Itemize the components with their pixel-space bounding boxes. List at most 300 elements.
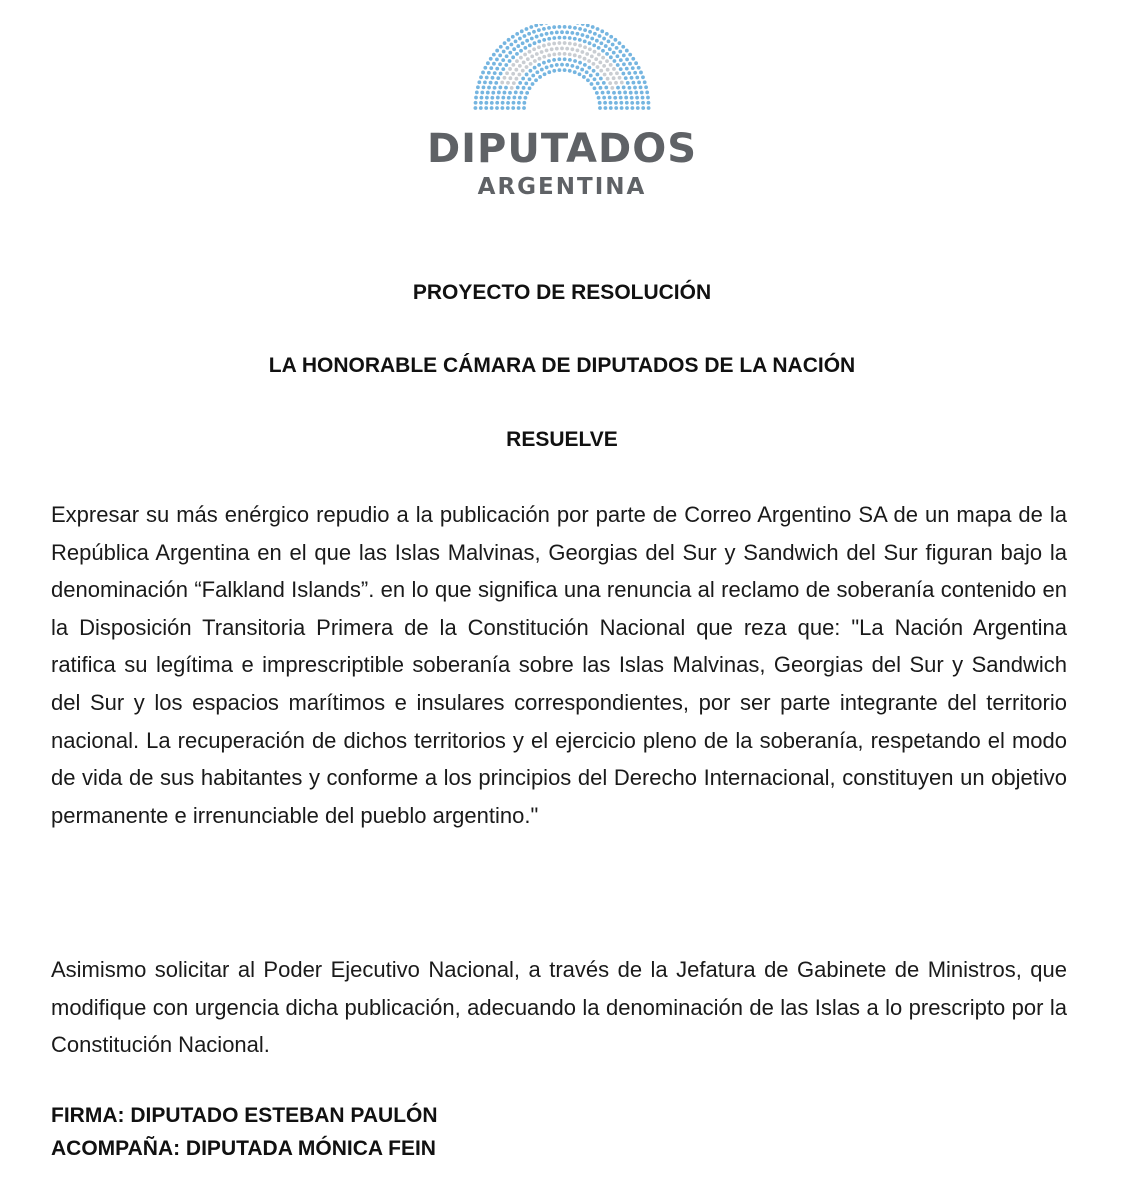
seat-dot (545, 49, 549, 53)
seat-dot (598, 60, 602, 64)
seat-dot (530, 37, 534, 41)
seat-dot (492, 62, 496, 66)
seat-dot (599, 77, 603, 81)
seat-dot (544, 24, 548, 25)
seat-dot (612, 91, 616, 95)
seat-dot (563, 41, 567, 45)
seat-dot (522, 101, 526, 105)
seat-dot (528, 43, 532, 47)
seat-dot (518, 64, 522, 68)
seat-dot (525, 91, 529, 95)
seat-dot (481, 71, 485, 75)
seat-dot (641, 106, 645, 110)
seat-dot (511, 35, 515, 39)
seat-dot (476, 85, 480, 89)
seat-dot (483, 66, 487, 70)
seat-dot (631, 106, 635, 110)
seat-dot (525, 39, 529, 43)
seat-dot (535, 35, 539, 39)
seat-dot (515, 77, 519, 81)
seat-dot (630, 101, 634, 105)
seat-dot (580, 68, 584, 72)
seat-dot (586, 24, 590, 27)
seat-dot (493, 71, 497, 75)
seat-dot (639, 86, 643, 90)
seat-dot (582, 75, 586, 79)
seat-dot (614, 81, 618, 85)
seat-dot (626, 81, 630, 85)
seat-dot (538, 75, 542, 79)
seat-dot (573, 53, 577, 57)
seat-dot (515, 59, 519, 63)
seat-dot (604, 106, 608, 110)
seat-dot (595, 39, 599, 43)
seat-dot (493, 86, 497, 90)
seat-dot (514, 68, 518, 72)
seat-dot (512, 47, 516, 51)
seat-dot (565, 30, 569, 34)
seat-dot (550, 47, 554, 51)
seat-dot (525, 27, 529, 31)
seat-dot (522, 86, 526, 90)
seat-dot (618, 50, 622, 54)
seat-dot (568, 42, 572, 46)
seat-dot (646, 96, 650, 100)
seat-dot (525, 65, 529, 69)
seat-dot (485, 96, 489, 100)
seat-dot (528, 50, 532, 54)
seat-dot (495, 58, 499, 62)
seat-dot (532, 30, 536, 34)
seat-dot (623, 91, 627, 95)
seat-dot (487, 86, 491, 90)
seat-dot (547, 37, 551, 41)
seat-dot (599, 86, 603, 90)
seat-dot (627, 71, 631, 75)
seat-dot (506, 106, 510, 110)
seat-dot (523, 34, 527, 38)
seat-dot (558, 52, 562, 56)
seat-dot (552, 52, 556, 56)
seat-dot (537, 63, 541, 67)
seat-dot (517, 101, 521, 105)
seat-dot (580, 50, 584, 54)
seat-dot (605, 32, 609, 36)
seat-dot (520, 29, 524, 33)
seat-dot (645, 90, 649, 94)
seat-dot (588, 41, 592, 45)
seat-dot (583, 45, 587, 49)
seat-dot (499, 45, 503, 49)
seat-dot (590, 82, 594, 86)
seat-dot (497, 91, 501, 95)
seat-dot (508, 91, 512, 95)
seat-dot (600, 29, 604, 33)
seat-dot (526, 57, 530, 61)
seat-dot (608, 96, 612, 100)
seat-dot (619, 58, 623, 62)
seat-dot (607, 40, 611, 44)
seat-dot (618, 41, 622, 45)
seat-dot (570, 47, 574, 51)
seat-dot (518, 37, 522, 41)
seat-dot (496, 96, 500, 100)
seat-dot (598, 106, 602, 110)
seat-dot (589, 74, 593, 78)
seat-dot (594, 57, 598, 61)
seat-dot (521, 41, 525, 45)
seat-dot (504, 63, 508, 67)
seat-dot (514, 91, 518, 95)
seat-dot (552, 42, 556, 46)
seat-dot (474, 106, 478, 110)
seat-dot (535, 70, 539, 74)
hemicycle-icon (462, 24, 662, 110)
seat-dot (568, 36, 572, 40)
seat-dot (625, 58, 629, 62)
seat-dot (602, 96, 606, 100)
seat-dot (578, 38, 582, 42)
seat-dot (511, 63, 515, 67)
seat-dot (606, 77, 610, 81)
seat-dot (512, 96, 516, 100)
seat-dot (512, 81, 516, 85)
seat-dot (491, 76, 495, 80)
seat-dot (609, 106, 613, 110)
seat-dot (622, 62, 626, 66)
seat-dot (484, 101, 488, 105)
seat-dot (547, 26, 551, 30)
seat-dot (578, 27, 582, 31)
seat-dot (631, 57, 635, 61)
seat-dot (614, 106, 618, 110)
seat-dot (585, 52, 589, 56)
seat-dot (475, 90, 479, 94)
seat-dot (487, 71, 491, 75)
seat-dot (590, 37, 594, 41)
seat-dot (534, 24, 538, 27)
seat-dot (592, 43, 596, 47)
chamber-heading: LA HONORABLE CÁMARA DE DIPUTADOS DE LA NACIÓN (268, 354, 856, 377)
seat-dot (507, 38, 511, 42)
resolution-paragraph-1: Expresar su más enérgico repudio a la publicación por parte de Correo Argentino SA de un mapa de la República Argentina en el que las Islas Malvinas, Georgias del Sur y Sandwich del Sur figuran bajo la denominación “Falkland Islands”. en lo que significa una renuncia al reclamo de soberanía contenido en la Disposición Transitoria Primera de la Constitución Nacional que reza que: "La Nación Argentina ratifica su legítima e imprescriptible soberanía sobre las Islas Malvinas, Georgias del Sur y Sandwich del Sur y los espacios marítimos e insulares correspondientes, por ser parte integrante del territorio nacional. La recuperación de dichos territorios y el ejercicio pleno de la soberanía, respetando el modo de vida de sus habitantes y conforme a los principios del Derecho Internacional, constituyen un objetivo permanente e irrenunciable del pueblo argentino." (51, 502, 1067, 828)
seat-dot (563, 52, 567, 56)
seat-dot (624, 96, 628, 100)
seat-dot (576, 32, 580, 36)
seat-dot (605, 52, 609, 56)
seat-dot (595, 91, 599, 95)
seat-dot (630, 76, 634, 80)
seat-dot (568, 25, 572, 29)
seat-dot (518, 73, 522, 77)
seat-dot (550, 64, 554, 68)
seat-dot (507, 96, 511, 100)
seat-dot (578, 55, 582, 59)
seat-dot (560, 30, 564, 34)
seat-dot (606, 68, 610, 72)
seat-dot (518, 81, 522, 85)
seat-dot (552, 58, 556, 62)
seat-dot (593, 32, 597, 36)
seat-dot (523, 53, 527, 57)
seat-dot (597, 46, 601, 50)
seat-dot (581, 24, 585, 26)
seat-dot (517, 106, 521, 110)
seat-dot (601, 49, 605, 53)
seat-dot (563, 57, 567, 61)
seat-dot (486, 91, 490, 95)
seat-dot (474, 101, 478, 105)
seat-dot (547, 70, 551, 74)
seat-dot (628, 62, 632, 66)
seat-dot (529, 25, 533, 29)
seat-dot (604, 86, 608, 90)
seat-dot (619, 96, 623, 100)
seat-dot (641, 101, 645, 105)
seat-dot (593, 86, 597, 90)
seat-dot (618, 76, 622, 80)
seat-dot (540, 33, 544, 37)
seat-dot (596, 27, 600, 31)
seat-dot (505, 71, 509, 75)
seat-dot (635, 76, 639, 80)
seat-dot (521, 77, 525, 81)
seat-dot (528, 86, 532, 90)
seat-dot (614, 101, 618, 105)
seat-dot (568, 58, 572, 62)
seat-dot (608, 81, 612, 85)
seat-dot (540, 68, 544, 72)
seat-dot (512, 101, 516, 105)
seat-dot (560, 63, 564, 67)
seat-dot (543, 72, 547, 76)
seat-dot (637, 81, 641, 85)
seat-dot (508, 76, 512, 80)
seat-dot (563, 36, 567, 40)
seat-dot (599, 41, 603, 45)
seat-dot (528, 77, 532, 81)
seat-dot (587, 66, 591, 70)
seat-dot (510, 86, 514, 90)
seat-dot (616, 54, 620, 58)
signature-line: FIRMA: DIPUTADO ESTEBAN PAULÓN (51, 1104, 438, 1127)
seat-dot (479, 75, 483, 79)
seat-dot (525, 73, 529, 77)
seat-dot (555, 47, 559, 51)
seat-dot (524, 96, 528, 100)
seat-dot (601, 91, 605, 95)
seat-dot (502, 50, 506, 54)
seat-dot (533, 66, 537, 70)
seat-dot (552, 25, 556, 29)
seat-dot (508, 59, 512, 63)
seat-dot (644, 85, 648, 89)
seat-dot (602, 81, 606, 85)
seat-dot (568, 69, 572, 73)
seat-dot (511, 72, 515, 76)
seat-dot (636, 106, 640, 110)
seat-dot (637, 66, 641, 70)
seat-dot (530, 54, 534, 58)
seat-dot (491, 91, 495, 95)
seat-dot (519, 49, 523, 53)
seat-dot (523, 46, 527, 50)
seat-dot (581, 33, 585, 37)
seat-dot (631, 66, 635, 70)
seat-dot (489, 81, 493, 85)
seat-dot (597, 96, 601, 100)
seat-dot (504, 86, 508, 90)
seat-dot (647, 106, 651, 110)
seat-dot (522, 60, 526, 64)
seat-dot (521, 69, 525, 73)
seat-dot (565, 63, 569, 67)
seat-dot (578, 72, 582, 76)
seat-dot (615, 46, 619, 50)
seat-dot (610, 86, 614, 90)
seat-dot (616, 63, 620, 67)
seat-dot (503, 91, 507, 95)
seat-dot (477, 80, 481, 84)
seat-dot (585, 70, 589, 74)
logo-name: DIPUTADOS (426, 126, 698, 172)
seat-dot (492, 53, 496, 57)
seat-dot (628, 86, 632, 90)
seat-dot (643, 80, 647, 84)
seat-dot (641, 75, 645, 79)
seat-dot (545, 66, 549, 70)
seat-dot (612, 51, 616, 55)
seat-dot (606, 91, 610, 95)
seat-dot (524, 81, 528, 85)
seat-dot (563, 25, 567, 29)
seat-dot (603, 73, 607, 77)
seat-dot (516, 44, 520, 48)
seat-dot (596, 81, 600, 85)
seat-dot (625, 101, 629, 105)
seat-dot (540, 50, 544, 54)
seat-dot (622, 86, 626, 90)
document-title: PROYECTO DE RESOLUCIÓN (412, 281, 712, 304)
resolution-paragraph-2: Asimismo solicitar al Poder Ejecutivo Nacional, a través de la Jefatura de Gabinete de Ministros, que modifique con urgencia dicha publicación, adecuando la denominación de las Islas a lo prescripto por la Constitución Nacional. (51, 957, 1067, 1058)
seat-dot (558, 36, 562, 40)
seat-dot (480, 91, 484, 95)
seat-dot (547, 59, 551, 63)
seat-dot (490, 106, 494, 110)
seat-dot (611, 43, 615, 47)
seat-dot (578, 44, 582, 48)
seat-dot (563, 68, 567, 72)
seat-dot (501, 106, 505, 110)
seat-dot (542, 61, 546, 65)
seat-dot (590, 54, 594, 58)
seat-dot (636, 101, 640, 105)
seat-dot (587, 59, 591, 63)
seat-dot (506, 101, 510, 105)
seat-dot (495, 49, 499, 53)
seat-dot (515, 52, 519, 56)
seat-dot (597, 53, 601, 57)
seat-dot (598, 34, 602, 38)
seat-dot (588, 47, 592, 51)
seat-dot (616, 86, 620, 90)
seat-dot (501, 67, 505, 71)
seat-dot (483, 81, 487, 85)
seat-dot (498, 62, 502, 66)
seat-dot (503, 76, 507, 80)
seat-dot (531, 74, 535, 78)
seat-dot (520, 91, 524, 95)
seat-dot (640, 91, 644, 95)
seat-dot (494, 81, 498, 85)
seat-dot (537, 45, 541, 49)
seat-dot (605, 59, 609, 63)
seat-dot (621, 45, 625, 49)
seat-dot (609, 72, 613, 76)
seat-dot (593, 50, 597, 54)
seat-dot (482, 86, 486, 90)
seat-dot (630, 96, 634, 100)
seat-dot (641, 96, 645, 100)
seat-dot (621, 72, 625, 76)
seat-dot (612, 67, 616, 71)
seat-dot (500, 81, 504, 85)
resolve-heading: RESUELVE (506, 428, 618, 451)
seat-dot (573, 59, 577, 63)
seat-dot (596, 65, 600, 69)
seat-dot (602, 64, 606, 68)
seat-dot (522, 106, 526, 110)
seat-dot (609, 55, 613, 59)
seat-dot (515, 32, 519, 36)
seat-dot (583, 28, 587, 32)
seat-dot (573, 37, 577, 41)
seat-dot (620, 81, 624, 85)
seat-dot (535, 52, 539, 56)
seat-dot (511, 55, 515, 59)
seat-dot (547, 42, 551, 46)
seat-dot (533, 41, 537, 45)
seat-dot (629, 91, 633, 95)
seat-dot (575, 66, 579, 70)
seat-dot (509, 43, 513, 47)
seat-dot (501, 101, 505, 105)
seat-dot (588, 30, 592, 34)
seat-dot (490, 101, 494, 105)
seat-dot (560, 47, 564, 51)
seat-dot (552, 69, 556, 73)
seat-dot (609, 63, 613, 67)
seat-dot (619, 101, 623, 105)
seat-dot (542, 38, 546, 42)
seat-dot (570, 64, 574, 68)
seat-dot (539, 24, 543, 26)
seat-dot (609, 35, 613, 39)
seat-dot (485, 76, 489, 80)
seat-dot (489, 57, 493, 61)
seat-dot (599, 69, 603, 73)
accompanies-line: ACOMPAÑA: DIPUTADA MÓNICA FEIN (51, 1137, 436, 1160)
logo-subtitle: ARGENTINA (477, 174, 647, 200)
seat-dot (486, 61, 490, 65)
seat-dot (532, 47, 536, 51)
seat-dot (628, 53, 632, 57)
seat-dot (647, 101, 651, 105)
seat-dot (495, 101, 499, 105)
seat-dot (634, 61, 638, 65)
seat-dot (625, 106, 629, 110)
seat-dot (498, 86, 502, 90)
